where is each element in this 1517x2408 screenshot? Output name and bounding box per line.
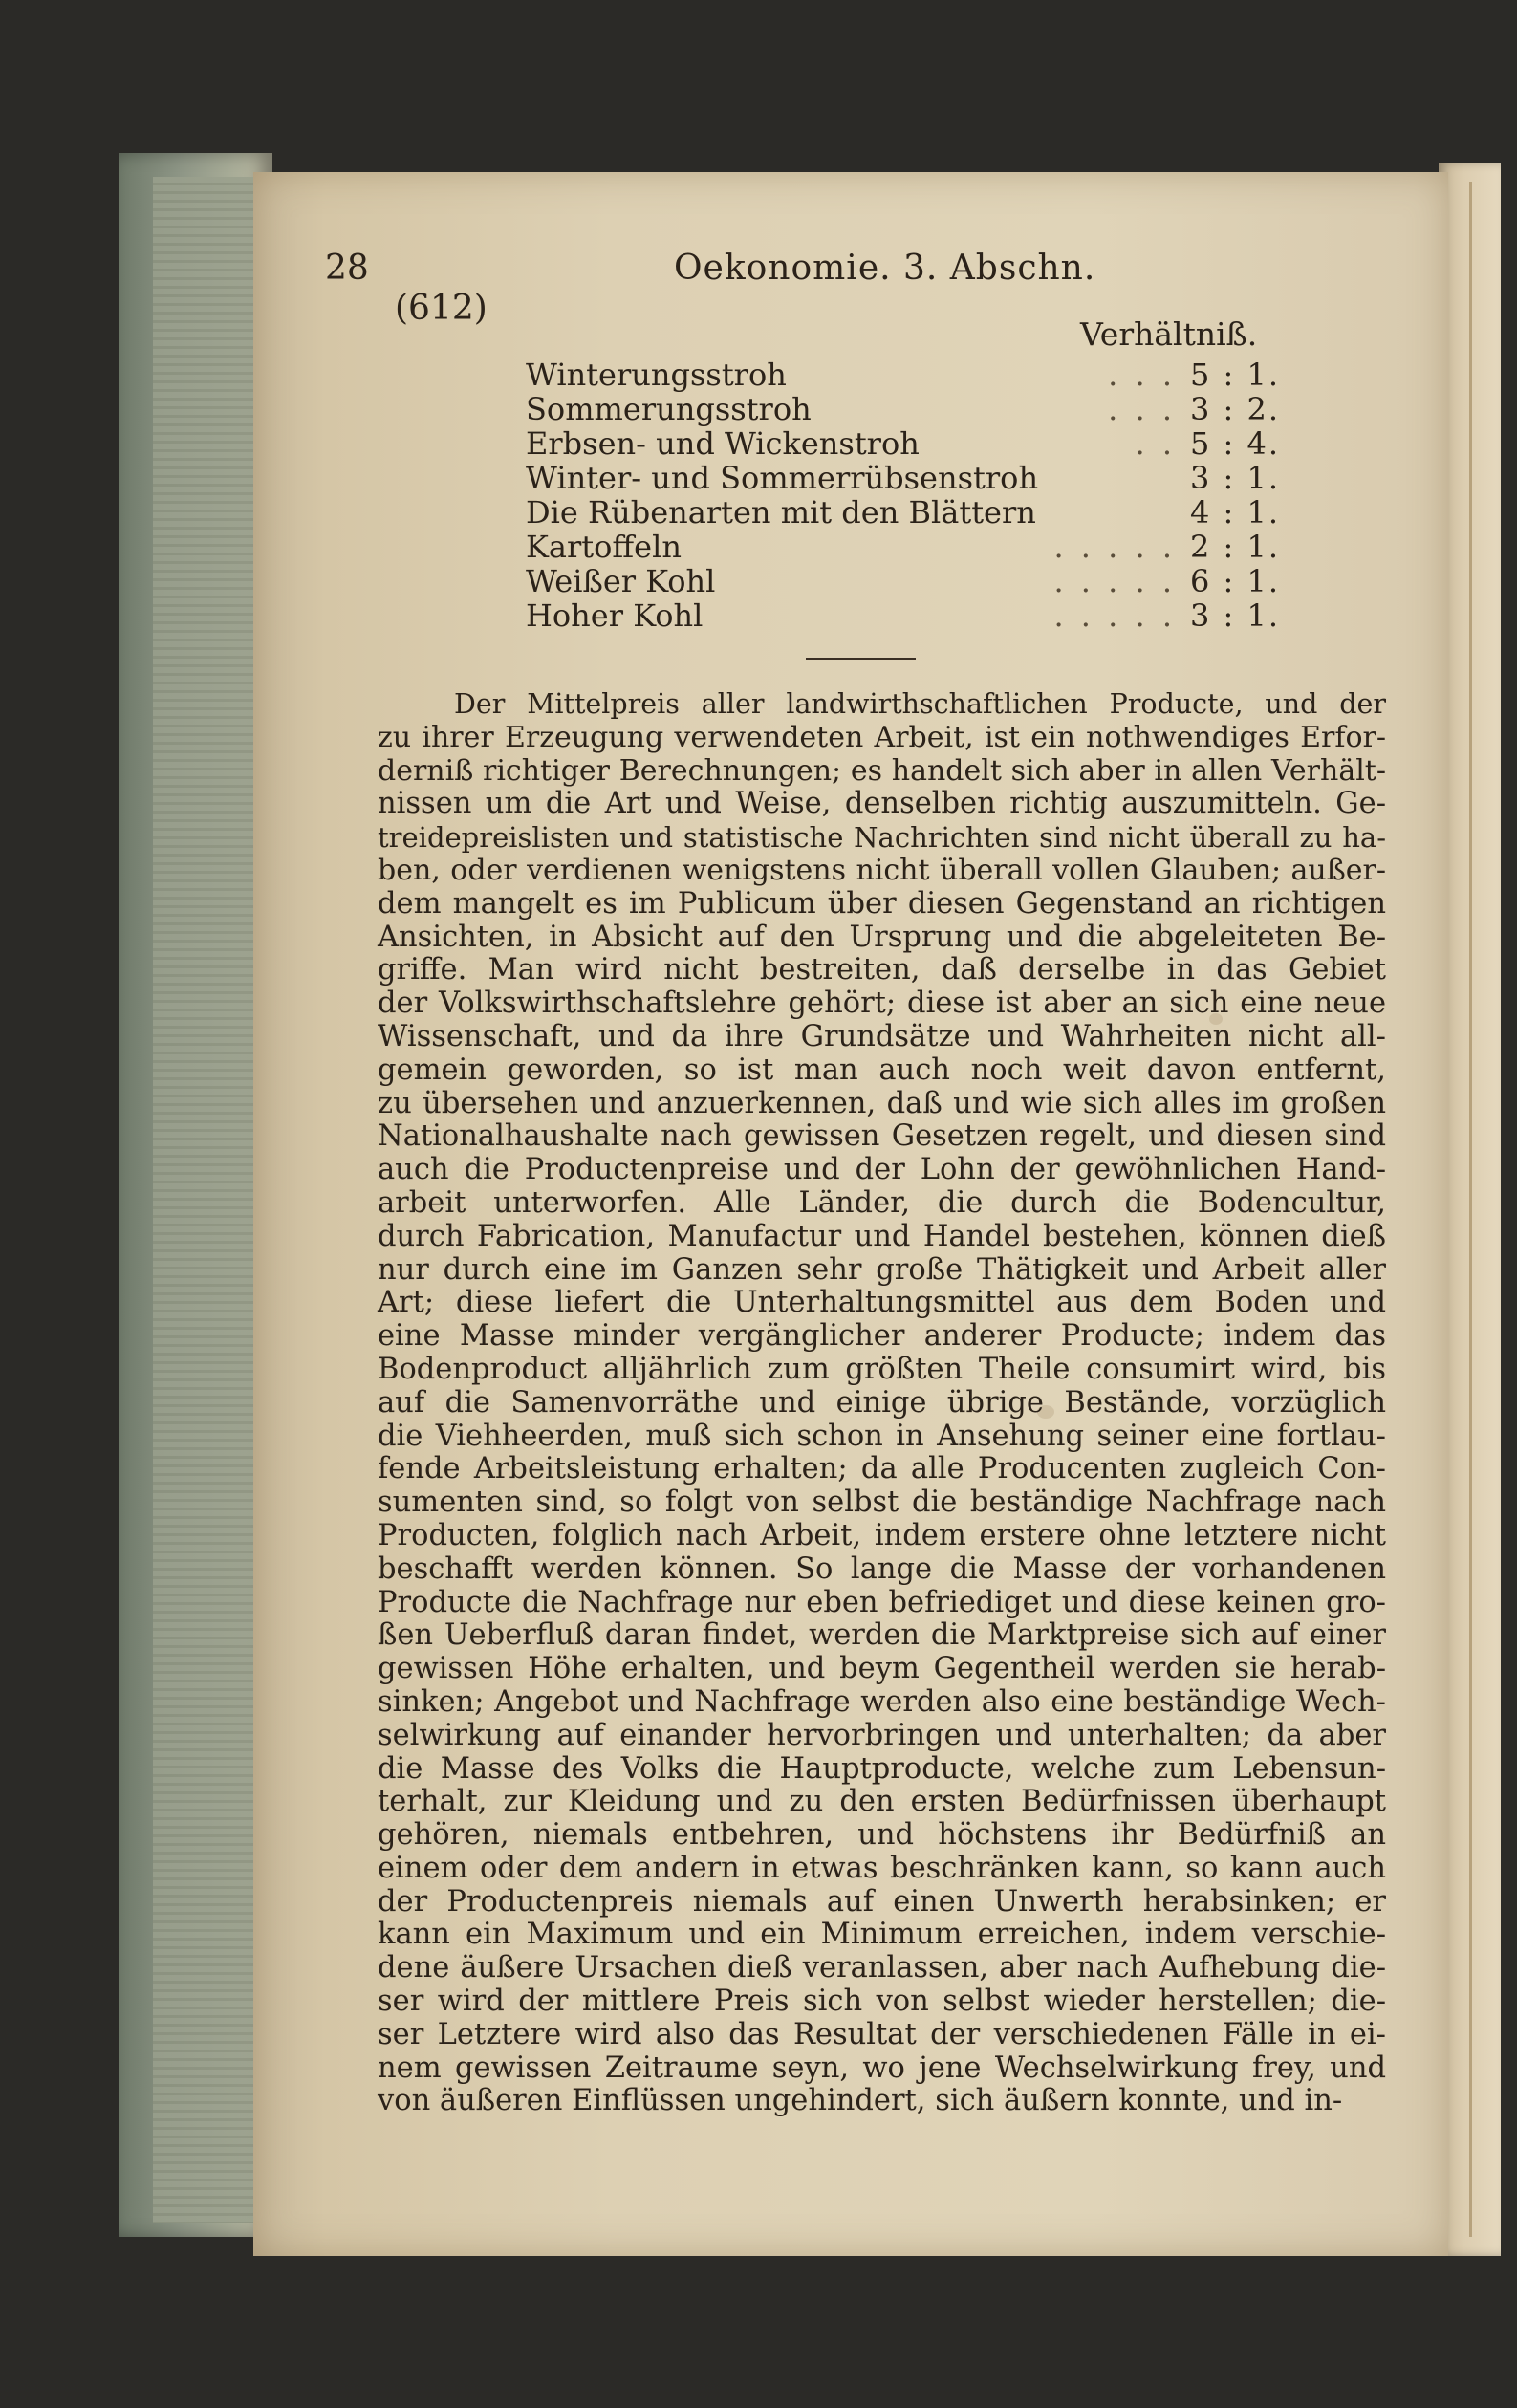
text-line: die Viehheerden, muß sich schon in Ansehung seiner eine fortlau- bbox=[378, 1419, 1386, 1453]
book-page bbox=[253, 172, 1448, 2256]
ratio-name: Die Rübenarten mit den Blättern bbox=[526, 494, 1036, 531]
text-line: zu übersehen und anzuerkennen, daß und wie sich alles im großen bbox=[378, 1086, 1386, 1120]
text-line: Ansichten, in Absicht auf den Ursprung und die abgeleiteten Be- bbox=[378, 920, 1386, 954]
text-line: sumenten sind, so folgt von selbst die beständige Nachfrage nach bbox=[378, 1486, 1386, 1520]
leader-dots: . . bbox=[1135, 425, 1176, 462]
leader-dots: . . . bbox=[1108, 357, 1176, 393]
text-line: ser Letztere wird also das Resultat der verschiedenen Fälle in ei- bbox=[378, 2017, 1386, 2051]
page-edge-line bbox=[1469, 182, 1472, 2237]
section-divider bbox=[806, 658, 916, 660]
leader-dots: . . . . . bbox=[1053, 563, 1176, 599]
text-line: arbeit unterworfen. Alle Länder, die durch die Bodencultur, bbox=[378, 1185, 1386, 1220]
text-line: zu ihrer Erzeugung verwendeten Arbeit, ist ein nothwendiges Erfor- bbox=[378, 720, 1386, 754]
ratio-row bbox=[526, 425, 1281, 462]
text-line: eine Masse minder vergänglicher anderer Producte; indem das bbox=[378, 1319, 1386, 1354]
ratio-row bbox=[526, 494, 1281, 531]
ratio-row bbox=[526, 391, 1281, 427]
text-line: der Productenpreis niemals auf einen Unwerth herabsinken; er bbox=[378, 1884, 1386, 1919]
text-line: ßen Ueberfluß daran findet, werden die Marktpreise sich auf einer bbox=[378, 1618, 1386, 1653]
text-line: gehören, niemals entbehren, und höchstens ihr Bedürfniß an bbox=[378, 1818, 1386, 1853]
ratio-row bbox=[526, 357, 1281, 393]
text-line: treidepreislisten und statistische Nachrichten sind nicht überall zu ha- bbox=[378, 821, 1386, 855]
ratio-name: Erbsen- und Wickenstroh bbox=[526, 425, 920, 462]
text-line: derniß richtiger Berechnungen; es handelt sich aber in allen Verhält- bbox=[378, 753, 1386, 788]
text-line: selwirkung auf einander hervorbringen und unterhalten; da aber bbox=[378, 1718, 1386, 1752]
ratio-name: Sommerungsstroh bbox=[526, 391, 812, 427]
text-line: nem gewissen Zeitraume seyn, wo jene Wechselwirkung frey, und bbox=[378, 2050, 1386, 2085]
ratio-value: 4 : 1. bbox=[1190, 494, 1281, 531]
ratio-row bbox=[526, 460, 1281, 496]
text-line: durch Fabrication, Manufactur und Handel bestehen, können dieß bbox=[378, 1219, 1386, 1253]
text-line: kann ein Maximum und ein Minimum erreichen, indem verschie- bbox=[378, 1918, 1386, 1952]
ratio-name: Winter- und Sommerrübsenstroh bbox=[526, 460, 1039, 496]
text-line: ser wird der mittlere Preis sich von selbst wieder herstellen; die- bbox=[378, 1985, 1386, 2019]
ratio-name: Kartoffeln bbox=[526, 529, 682, 565]
text-line: nur durch eine im Ganzen sehr große Thätigkeit und Arbeit aller bbox=[378, 1252, 1386, 1287]
text-line: fende Arbeitsleistung erhalten; da alle Producenten zugleich Con- bbox=[378, 1452, 1386, 1486]
text-line: einem oder dem andern in etwas beschränken kann, so kann auch bbox=[378, 1851, 1386, 1885]
text-line: dem mangelt es im Publicum über diesen Gegenstand an richtigen bbox=[378, 886, 1386, 921]
text-line: der Volkswirthschaftslehre gehört; diese ist aber an sich eine neue bbox=[378, 987, 1386, 1021]
page-stack-left bbox=[153, 177, 258, 2223]
text-line: von äußeren Einflüssen ungehindert, sich äußern konnte, und in- bbox=[378, 2084, 1343, 2118]
ratio-value: 5 : 1. bbox=[1190, 357, 1281, 393]
text-line: sinken; Angebot und Nachfrage werden also eine beständige Wech- bbox=[378, 1684, 1386, 1719]
text-line: Nationalhaushalte nach gewissen Gesetzen regelt, und diesen sind bbox=[378, 1119, 1386, 1154]
leader-dots: . . . bbox=[1108, 391, 1176, 427]
text-line: griffe. Man wird nicht bestreiten, daß derselbe in das Gebiet bbox=[378, 953, 1386, 987]
body-paragraph bbox=[378, 688, 1386, 2118]
text-line: Bodenproduct alljährlich zum größten Theile consumirt wird, bis bbox=[378, 1352, 1386, 1386]
text-line: Wissenschaft, und da ihre Grundsätze und Wahrheiten nicht all- bbox=[378, 1019, 1386, 1053]
ratio-name: Hoher Kohl bbox=[526, 597, 704, 634]
text-line: auch die Productenpreise und der Lohn der gewöhnlichen Hand- bbox=[378, 1153, 1386, 1187]
ratio-row bbox=[526, 529, 1281, 565]
ratio-value: 3 : 1. bbox=[1190, 460, 1281, 496]
text-line: Der Mittelpreis aller landwirthschaftlichen Producte, und der bbox=[454, 688, 1386, 720]
text-line: terhalt, zur Kleidung und zu den ersten Bedürfnissen überhaupt bbox=[378, 1785, 1386, 1819]
text-line: Art; diese liefert die Unterhaltungsmittel aus dem Boden und bbox=[378, 1286, 1386, 1320]
text-line: Producten, folglich nach Arbeit, indem erstere ohne letztere nicht bbox=[378, 1518, 1386, 1552]
text-line: Producte die Nachfrage nur eben befriediget und diese keinen gro- bbox=[378, 1585, 1386, 1619]
text-line: nissen um die Art und Weise, denselben richtig auszumitteln. Ge- bbox=[378, 787, 1386, 821]
leader-dots: . . . . . bbox=[1053, 529, 1176, 565]
ratio-value: 3 : 2. bbox=[1190, 391, 1281, 427]
text-line: beschafft werden können. So lange die Masse der vorhandenen bbox=[378, 1551, 1386, 1586]
ratio-table bbox=[526, 357, 1281, 634]
ratio-value: 2 : 1. bbox=[1190, 529, 1281, 565]
text-line: auf die Samenvorräthe und einige übrige Bestände, vorzüglich bbox=[378, 1385, 1386, 1420]
section-number: (612) bbox=[395, 289, 488, 328]
text-line: dene äußere Ursachen dieß veranlassen, aber nach Aufhebung die- bbox=[378, 1951, 1386, 1985]
running-title: Oekonomie. 3. Abschn. bbox=[674, 249, 1096, 288]
ratio-value: 3 : 1. bbox=[1190, 597, 1281, 634]
ratio-value: 6 : 1. bbox=[1190, 563, 1281, 599]
ratio-name: Weißer Kohl bbox=[526, 563, 716, 599]
text-line: gemein geworden, so ist man auch noch weit davon entfernt, bbox=[378, 1052, 1386, 1087]
text-line: die Masse des Volks die Hauptproducte, welche zum Lebensun- bbox=[378, 1751, 1386, 1786]
ratio-row bbox=[526, 563, 1281, 599]
ratio-value: 5 : 4. bbox=[1190, 425, 1281, 462]
page-number: 28 bbox=[325, 249, 369, 288]
ratio-name: Winterungsstroh bbox=[526, 357, 787, 393]
ratio-column-heading: Verhältniß. bbox=[1080, 315, 1258, 353]
text-line: gewissen Höhe erhalten, und beym Gegentheil werden sie herab- bbox=[378, 1652, 1386, 1686]
text-line: ben, oder verdienen wenigstens nicht überall vollen Glauben; außer- bbox=[378, 853, 1386, 887]
ratio-row bbox=[526, 597, 1281, 634]
leader-dots: . . . . . bbox=[1053, 597, 1176, 634]
